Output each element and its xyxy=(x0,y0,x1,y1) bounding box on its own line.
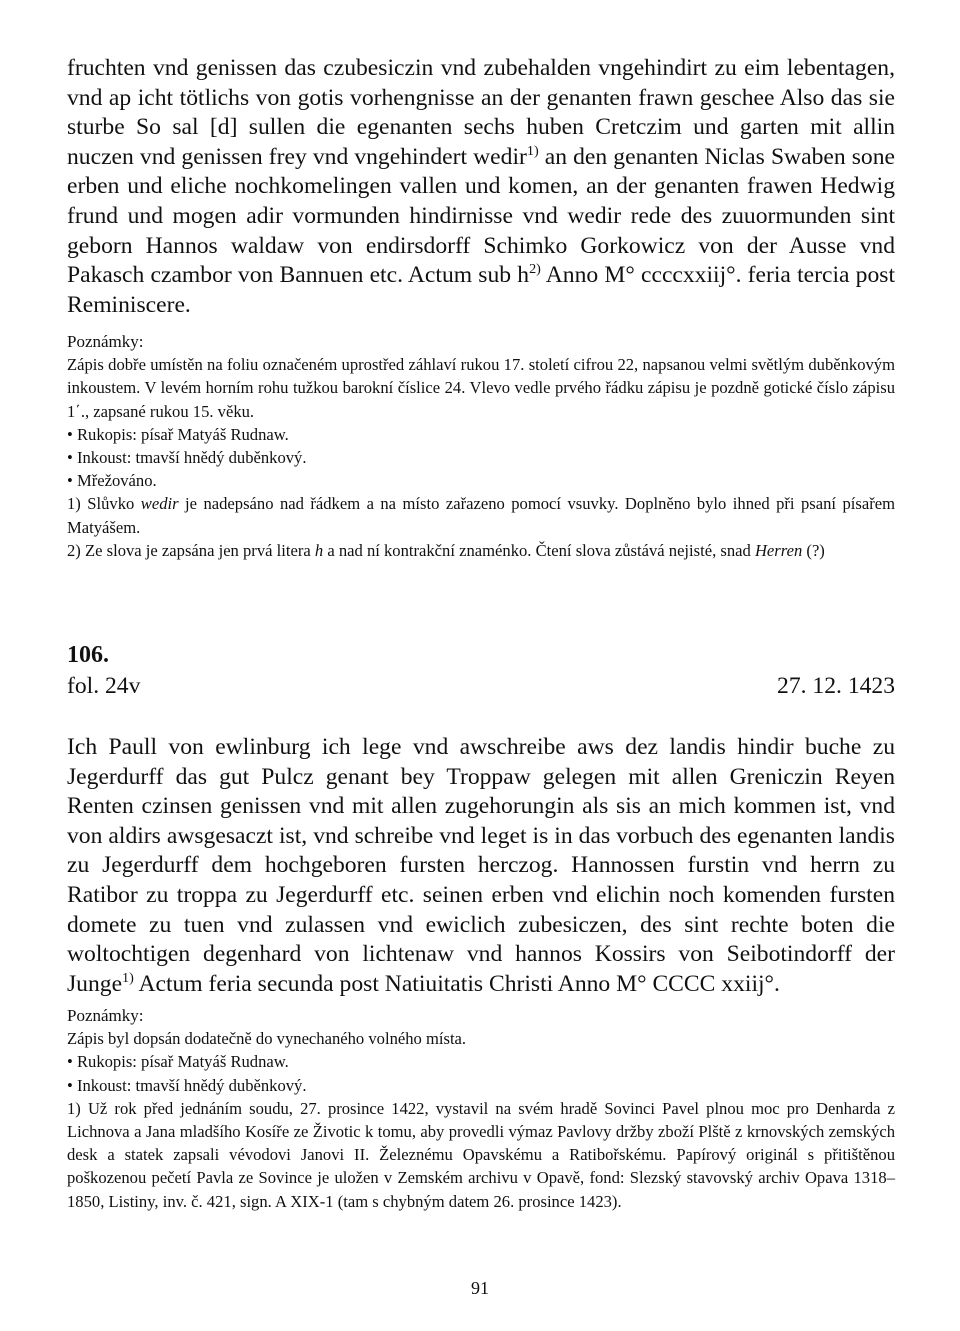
notes-block-105 xyxy=(67,330,895,562)
note-bullet: • Inkoust: tmavší hnědý duběnkový. xyxy=(67,448,307,468)
entry-105-text xyxy=(67,54,895,320)
page-number: 91 xyxy=(471,1278,489,1298)
entry-number: 106. xyxy=(67,642,109,668)
footnote-text: 2) Ze slova je zapsána jen prvá litera xyxy=(67,540,315,560)
footnote-1: 1) Už rok před jednáním soudu, 27. prosince 1422, vystavil na svém hradě Sovinci Pavel plnou moc pro Denharda z Lichnova a Jana mladšího Kosíře ze Životic k tomu, aby provedli výmaz Pavlovy držby zboží Plště z krnovských zemských desk a statek zapsali vévodovi Janovi II. Železnému Opavskému a Ratibořskému. Papírový originál s přitištěnou poškozenou pečetí Pavla ze Sovince je uložen v Zemském archivu v Opavě, fond: Slezský stavovský archiv Opava 1318–1850, Listiny, inv. č. 421, sign. A XIX-1 (tam s chybným datem 26. prosince 1423). xyxy=(67,1098,895,1211)
folio-label: fol. 24v xyxy=(67,673,141,699)
footnote-1 xyxy=(67,492,895,538)
entry-text-segment: fruchten vnd genissen das czubesiczin vnd zubehalden vngehindirt zu eim lebentagen, vnd ap icht tötlichs von gotis vorhengnisse an der genanten frawn geschee Also das sie sturbe So sal [d] sullen die egenanten sechs huben Cretczim und garten mit allin nuczen vnd genissen frey vnd vngehindert wedir xyxy=(67,55,895,170)
footnote-italic: wedir xyxy=(140,494,179,514)
note-line: Zápis byl dopsán dodatečně do vynechaného volného místa. xyxy=(67,1029,467,1049)
footnote-marker: 1) xyxy=(526,142,539,159)
footnote-2 xyxy=(67,539,895,562)
notes-block-106 xyxy=(67,1004,895,1213)
note-line: Zápis dobře umístěn na foliu označeném uprostřed záhlaví rukou 17. století cifrou 22, napsanou velmi světlým duběnkovým inkoustem. V levém horním rohu tužkou barokní číslice 24. Vlevo vedle prvého řádku zápisu je pozdně gotické číslo zápisu 1΄., zapsané rukou 15. věku. xyxy=(67,355,895,421)
entry-text-segment: Anno M° ccccxxiij°. feria tercia post Reminiscere. xyxy=(67,262,895,318)
note-bullet: • Rukopis: písař Matyáš Rudnaw. xyxy=(67,1052,289,1072)
note-bullet: • Mřežováno. xyxy=(67,471,157,491)
entry-paragraph xyxy=(67,733,895,999)
notes-heading: Poznámky: xyxy=(67,332,144,351)
footnote-text: (?) xyxy=(802,540,825,560)
notes-heading: Poznámky: xyxy=(67,1006,144,1025)
footnote-text: 1) Slůvko xyxy=(67,494,141,514)
entry-text-segment: an den genanten Niclas Swaben sone erben und eliche nochkomelingen vallen und komen, an der genanten frawen Hedwig frund und mogen adir vormunden hindirnisse vnd wedir rede des zuuormunden sint geborn Hannos waldaw von endirsdorff Schimko Gorkowicz von der Ausse vnd Pakasch czambor von Bannuen etc. Actum sub h xyxy=(67,143,895,289)
footnote-italic: h xyxy=(314,540,324,560)
entry-date: 27. 12. 1423 xyxy=(777,673,895,699)
note-bullet: • Rukopis: písař Matyáš Rudnaw. xyxy=(67,424,289,444)
footnote-italic: Herren xyxy=(754,540,803,560)
footnote-marker: 2) xyxy=(529,261,541,278)
footnote-text: je nadepsáno nad řádkem a na místo zařazeno pomocí vsuvky. Doplněno bylo ihned při psaní písařem Matyášem. xyxy=(67,494,895,537)
entry-text-segment: Ich Paull von ewlinburg ich lege vnd awschreibe aws dez landis hindir buche zu Jegerdurff das gut Pulcz genant bey Troppaw gelegen mit allen Greniczin Reyen Renten czinsen genissen vnd mit allen zugehorungin als sis an mich kommen ist, vnd von aldirs awsgesaczt ist, vnd schreibe vnd leget is in das vorbuch des egenanten landis zu Jegerdurff dem hochgeboren fursten herczog. Hannossen furstin vnd herrn zu Ratibor zu troppa zu Jegerdurff etc. seinen erben vnd elichin noch komenden fursten domete zu tuen vnd zulassen vnd ewiclich zubesiczen, des sint rechte boten die woltochtigen degenhard von lichtenaw vnd hannos Kossirs von Seibotindorff der Junge xyxy=(67,734,895,997)
note-bullet: • Inkoust: tmavší hnědý duběnkový. xyxy=(67,1075,307,1095)
footnote-marker: 1) xyxy=(122,969,134,986)
entry-text-segment: Actum feria secunda post Natiuitatis Christi Anno M° CCCC xxiij°. xyxy=(133,970,780,997)
folio-row xyxy=(67,671,895,701)
entry-106-text xyxy=(67,733,895,999)
footnote-text: a nad ní kontrakční znaménko. Čtení slova zůstává nejisté, snad xyxy=(323,540,755,560)
entry-paragraph xyxy=(67,54,895,320)
